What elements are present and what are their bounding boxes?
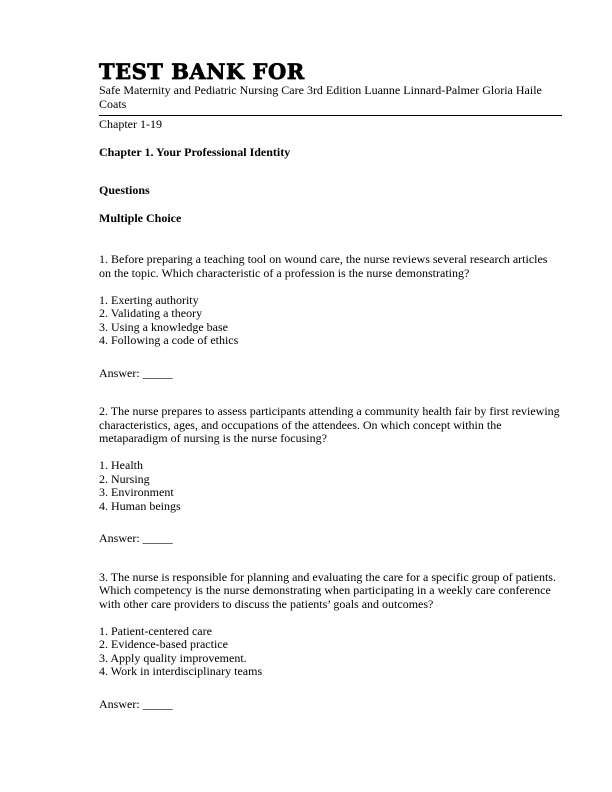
question-stem: 3. The nurse is responsible for planning and evaluating the care for a specific group of patients. Which competency is the nurse demonstrating when participating in a weekly care conference with other care providers to discuss the patients’ goals and outcomes? bbox=[99, 569, 556, 611]
answer-option: 2. Validating a theory bbox=[99, 306, 203, 320]
question-block-2 bbox=[99, 405, 562, 546]
book-title: Safe Maternity and Pediatric Nursing Care 3rd Edition Luanne Linnard-Palmer Gloria Haile Coats bbox=[99, 83, 542, 111]
question-stem: 2. The nurse prepares to assess participants attending a community health fair by first reviewing characteristics, ages, and occupations of the attendees. On which concept within the metaparadigm of nursing is the nurse focusing? bbox=[99, 404, 560, 445]
question-block-1 bbox=[99, 253, 562, 380]
answer-line bbox=[99, 532, 562, 546]
answer-options-list bbox=[99, 459, 562, 513]
answer-blank: _____ bbox=[142, 365, 173, 380]
answer-option: 3. Using a knowledge base bbox=[99, 319, 228, 334]
questions-heading: Questions bbox=[99, 183, 150, 197]
answer-label: Answer: bbox=[99, 365, 140, 380]
test-bank-banner-title: TEST BANK FOR bbox=[99, 59, 305, 84]
chapter-range: Chapter 1-19 bbox=[99, 117, 162, 131]
answer-option: 1. Patient-centered care bbox=[99, 623, 212, 638]
question-type-heading: Multiple Choice bbox=[99, 210, 182, 225]
answer-option: 4. Following a code of ethics bbox=[99, 333, 239, 347]
question-block-3 bbox=[99, 571, 562, 712]
answer-option: 2. Nursing bbox=[99, 471, 150, 486]
answer-blank: _____ bbox=[142, 696, 173, 711]
answer-options-list bbox=[99, 294, 562, 348]
answer-line bbox=[99, 367, 562, 381]
answer-label: Answer: bbox=[99, 531, 140, 545]
answer-option: 4. Work in interdisciplinary teams bbox=[99, 664, 263, 678]
answer-line bbox=[99, 698, 562, 712]
header-divider bbox=[99, 115, 562, 116]
answer-blank: _____ bbox=[142, 531, 173, 545]
answer-option: 3. Environment bbox=[99, 485, 174, 499]
document-header bbox=[99, 61, 562, 132]
answer-option: 3. Apply quality improvement. bbox=[99, 650, 247, 665]
answer-options-list bbox=[99, 625, 562, 679]
answer-option: 1. Exerting authority bbox=[99, 292, 199, 307]
chapter-heading: Chapter 1. Your Professional Identity bbox=[99, 144, 291, 159]
answer-label: Answer: bbox=[99, 696, 140, 711]
question-stem: 1. Before preparing a teaching tool on wound care, the nurse reviews several research articles on the topic. Which characteristic of a profession is the nurse demonstrating? bbox=[99, 252, 548, 280]
answer-option: 4. Human beings bbox=[99, 498, 181, 513]
answer-option: 2. Evidence-based practice bbox=[99, 637, 228, 651]
answer-option: 1. Health bbox=[99, 458, 143, 472]
